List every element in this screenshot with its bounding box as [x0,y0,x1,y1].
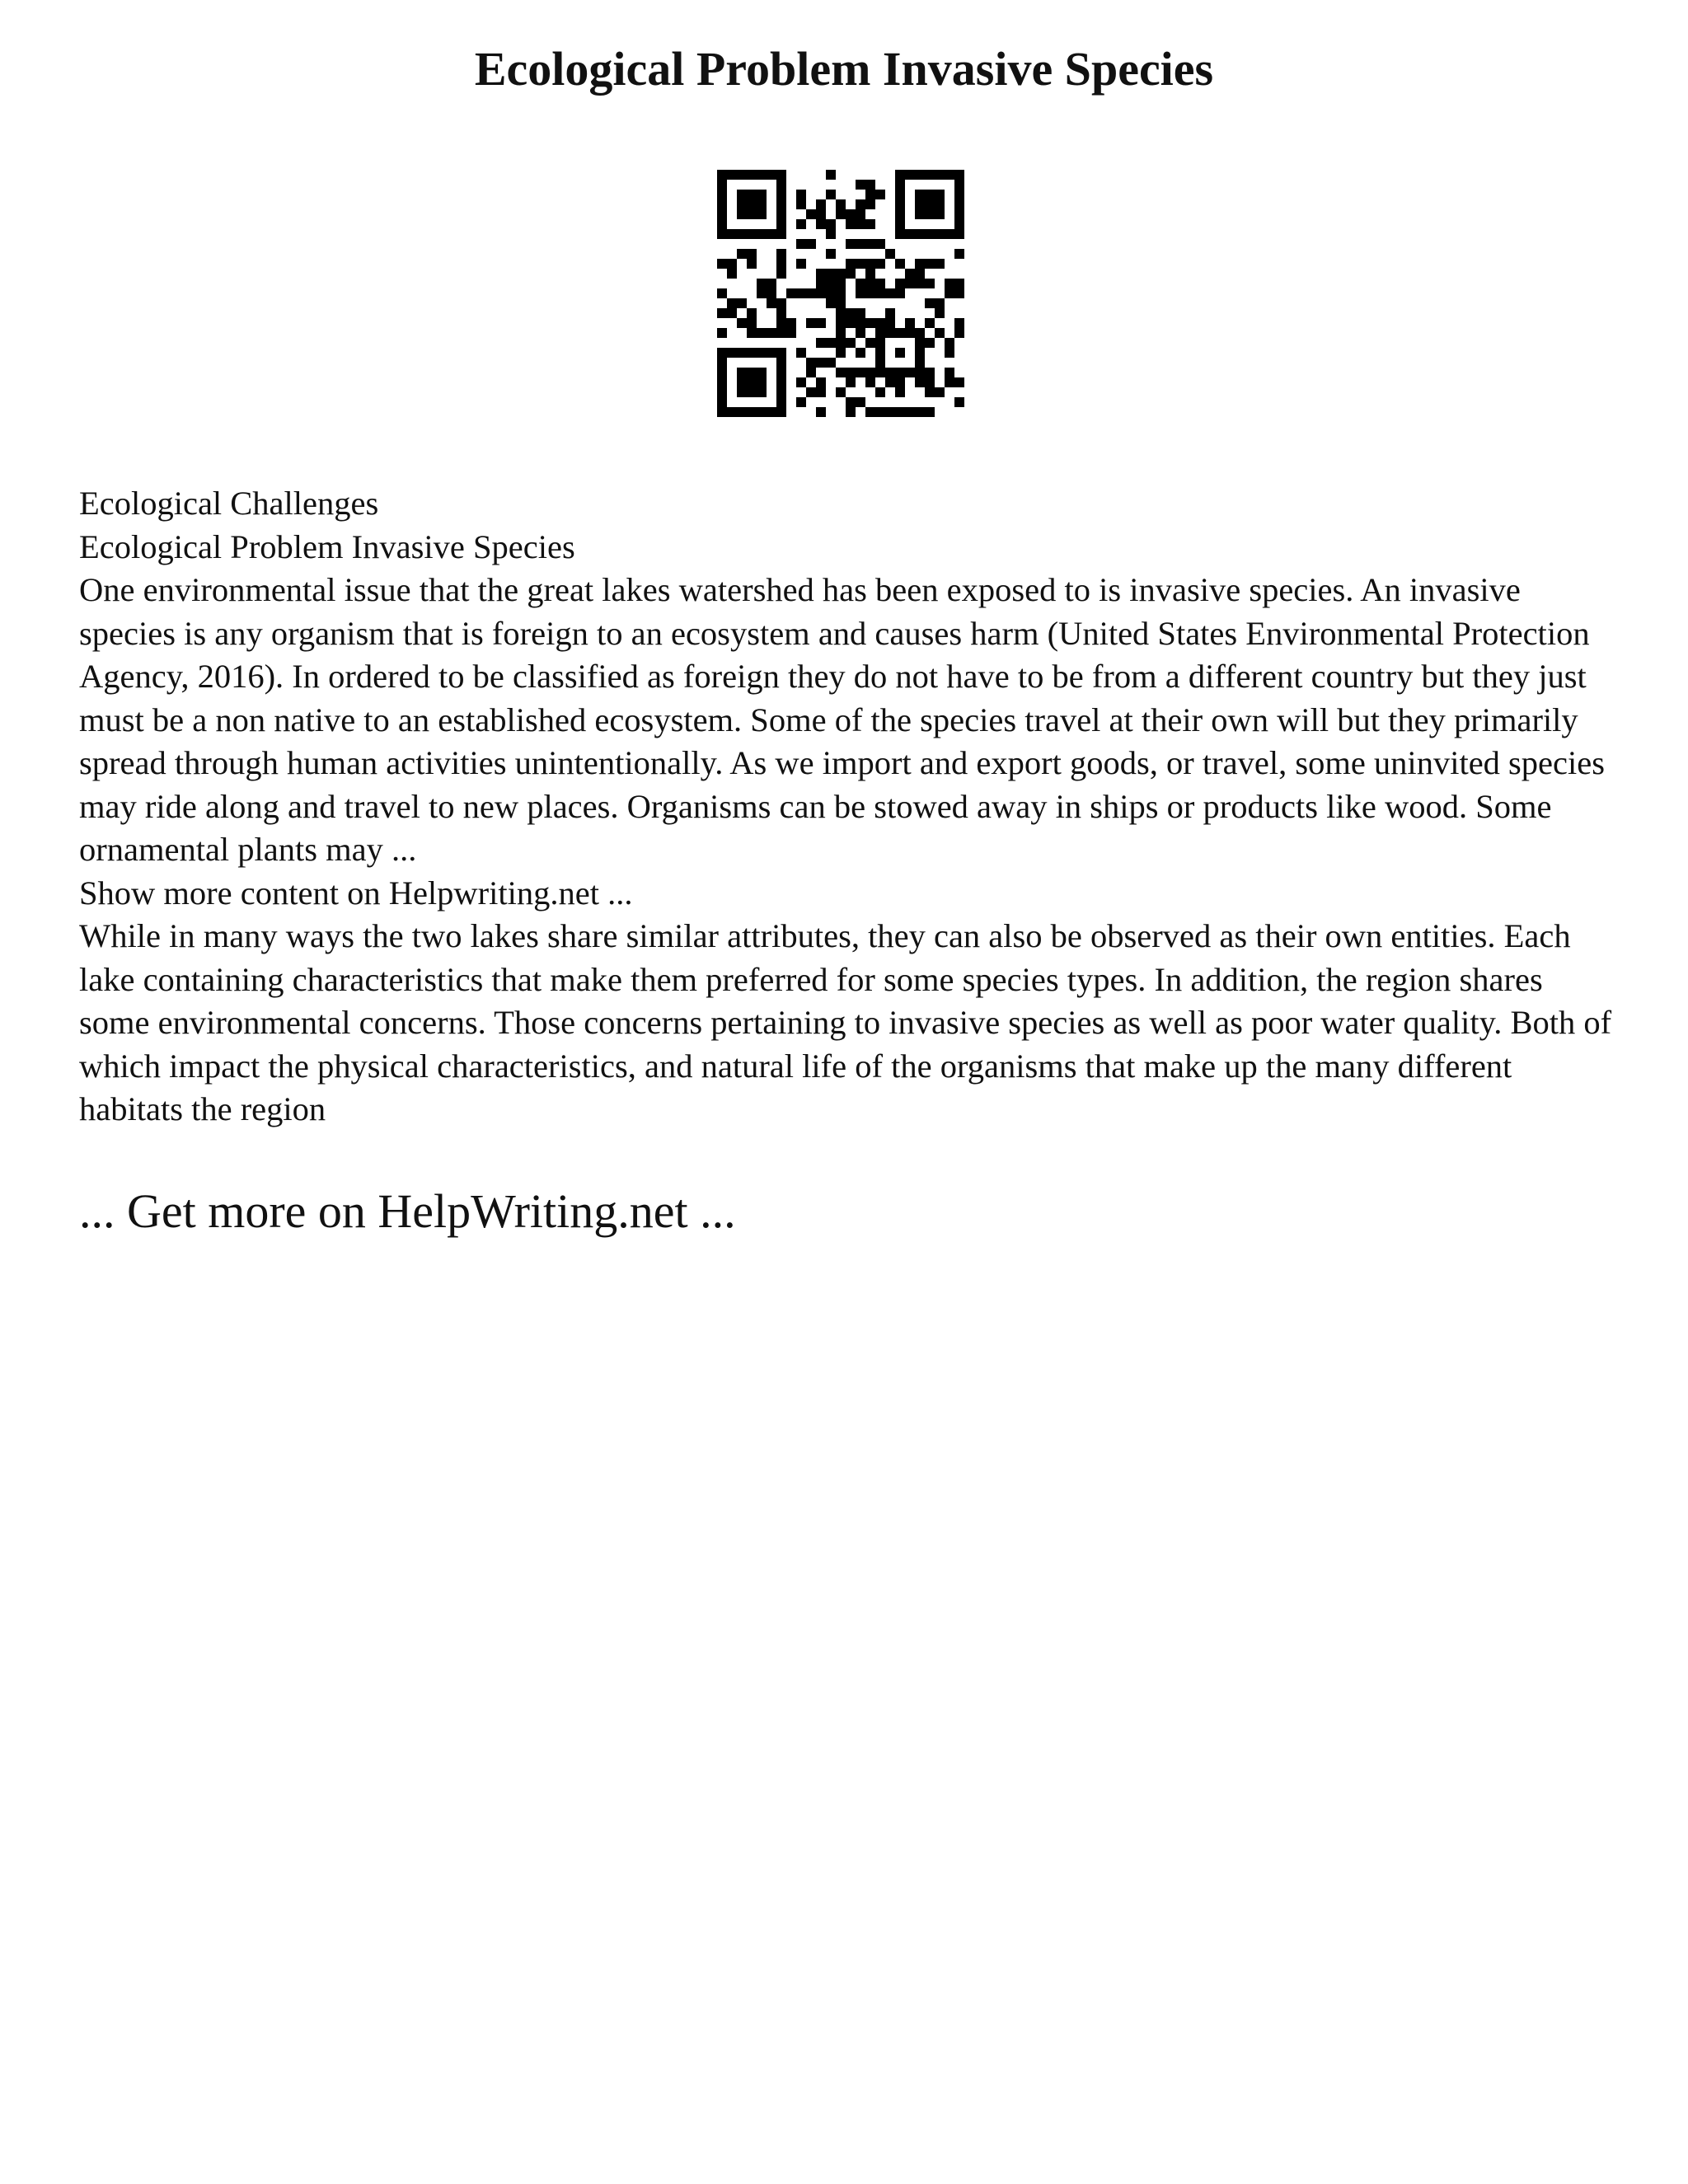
get-more-link[interactable]: ... Get more on HelpWriting.net ... [79,1184,736,1238]
page-title: Ecological Problem Invasive Species [474,42,1214,96]
article-body [79,482,1620,1132]
paragraph-2: While in many ways the two lakes share similar attributes, they can also be observed as their own entities. Each lake containing characteristics that make them preferred for some species types. In addition, the region shares some environmental concerns. Those concerns pertaining to invasive species as well as poor water quality. Both of which impact the physical characteristics, and natural life of the organisms that make up the many different habitats the region [79,917,1612,1127]
show-more-link[interactable]: Show more content on Helpwriting.net ... [79,874,633,912]
qr-code-icon [717,170,964,417]
section-label: Ecological Challenges [79,485,379,522]
paragraph-1: One environmental issue that the great lakes watershed has been exposed to is invasive species. An invasive species is any organism that is foreign to an ecosystem and causes harm (United States Environmental Protection Agency, 2016). In ordered to be classified as foreign they do not have to be from a different country but they just must be a non native to an established ecosystem. Some of the species travel at their own will but they primarily spread through human activities unintentionally. As we import and export goods, or travel, some uninvited species may ride along and travel to new places. Organisms can be stowed away in ships or products like wood. Some ornamental plants may ... [79,571,1605,868]
article-heading: Ecological Problem Invasive Species [79,527,575,565]
